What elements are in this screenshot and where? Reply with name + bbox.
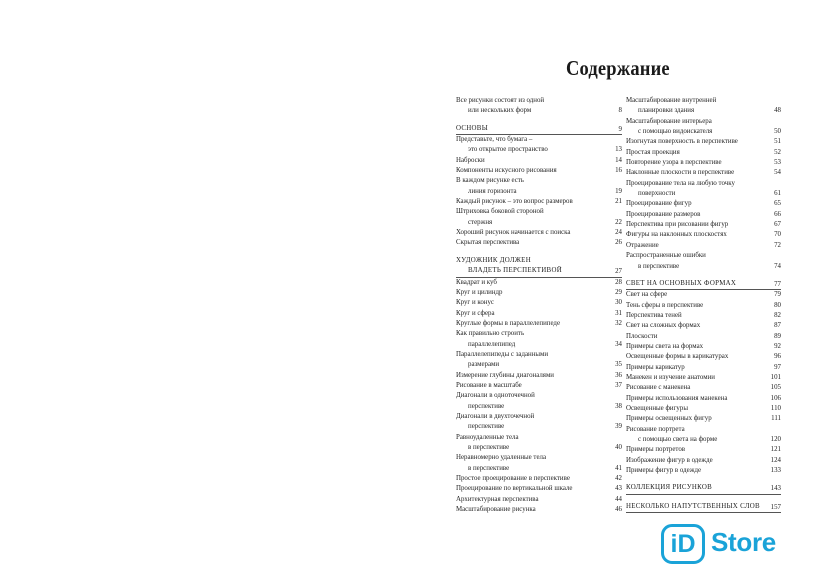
toc-page-number: 77 [774,280,781,288]
toc-entry-text: Тень сферы в перспективе [626,301,704,309]
toc-page-number: 35 [615,361,622,369]
toc-page-number: 80 [774,301,781,309]
section-gap [626,495,781,502]
toc-entry [456,433,622,454]
toc-page-number: 110 [770,404,781,412]
toc-entry-text: перспективе [468,423,505,431]
toc-entry-text: в перспективе [468,444,510,451]
toc-entry-text: Примеры использования манекена [626,394,728,402]
toc-entry-text: Перспектива теней [626,311,682,319]
toc-page-number: 31 [615,309,622,317]
toc-entry-text: ОСНОВЫ [456,124,622,135]
toc-entry-text: Диагонали в двухточечной [456,412,535,420]
toc-page-number: 61 [774,190,781,198]
toc-entry [626,425,781,446]
toc-page-number: 143 [770,485,781,493]
toc-entry-text: Неравномерно удаленные тела [456,454,546,462]
toc-entry-text: Скрытая перспектива [456,239,520,247]
toc-entry [626,414,781,424]
toc-entry-text: Архитектурная перспектива [456,495,539,503]
toc-entry-text: Изображение фигур в одежде [626,456,713,464]
toc-entry-text: Свет на сложных формах [626,322,701,330]
section-gap [456,249,622,256]
toc-page-number: 89 [774,332,781,340]
toc-entry-text: ВЛАДЕТЬ ПЕРСПЕКТИВОЙ [456,266,622,277]
toc-entry [626,332,781,342]
toc-entry-text: в перспективе [468,464,510,472]
toc-page-number: 92 [774,342,781,350]
toc-entry-text: или нескольких форм [468,107,532,115]
toc-entry [456,505,622,515]
toc-entry-text: Перспектива при рисовании фигур [626,221,729,229]
toc-entry [626,321,781,331]
toc-entry [626,342,781,352]
toc-page-number: 29 [615,288,622,296]
toc-page-number: 40 [615,444,622,451]
toc-entry [626,210,781,220]
toc-page-number: 54 [774,169,781,177]
toc-entry-text: это открытое пространство [468,146,548,154]
toc-entry [456,96,622,117]
toc-entry-text: Круг и сфера [456,309,495,317]
toc-entry [626,466,781,476]
toc-entry [626,373,781,383]
toc-entry [626,230,781,240]
toc-entry [626,117,781,138]
toc-entry [626,241,781,251]
toc-column-left [456,96,622,515]
toc-page-number: 70 [774,231,781,239]
toc-page-number: 43 [615,485,622,493]
toc-entry [626,148,781,158]
toc-entry-text: перспективе [468,402,505,410]
toc-entry [626,311,781,321]
toc-page-number: 121 [770,446,781,454]
section-gap [626,272,781,279]
toc-entry-text: Диагонали в одноточечной [456,392,535,400]
toc-entry-text: Круг и цилиндр [456,288,503,296]
toc-entry-text: Круг и конус [456,299,494,307]
toc-page-number: 13 [615,146,622,154]
toc-page-number: 79 [774,291,781,299]
toc-page-number: 37 [615,381,622,389]
toc-page-number: 19 [615,187,622,195]
toc-entry [626,220,781,230]
toc-entry-text: Примеры портретов [626,446,686,454]
toc-entry-text: Распространенные ошибки [626,252,706,260]
toc-page-number: 38 [615,402,622,410]
toc-page-number: 39 [615,423,622,431]
toc-entry [456,391,622,412]
toc-entry [626,179,781,200]
section-gap [456,117,622,124]
toc-page-number: 32 [615,319,622,327]
toc-page-number: 27 [615,268,622,276]
toc-entry-text: Масштабирование рисунка [456,506,536,514]
toc-entry-text: линия горизонта [468,187,517,195]
toc-entry [626,290,781,300]
section-gap [626,476,781,483]
toc-page-number: 9 [618,125,622,133]
toc-entry-text: Как правильно строить [456,330,525,338]
toc-entry-text: Наброски [456,156,485,164]
toc-entry-text: В каждом рисунке есть [456,177,524,185]
toc-page-number: 111 [771,415,781,423]
toc-entry [626,404,781,414]
toc-page-number: 48 [774,107,781,115]
toc-page-number: 26 [615,239,622,247]
toc-entry-text: Простое проецирование в перспективе [456,475,570,483]
toc-entry-text: Свет на сфере [626,291,668,299]
toc-page-number: 34 [615,340,622,348]
toc-page-number: 53 [774,159,781,167]
toc-page-number: 157 [770,503,781,511]
toc-page-number: 8 [618,107,622,115]
toc-entry-text: Проецирование фигур [626,200,692,208]
toc-page-number: 87 [774,322,781,330]
toc-page-number: 106 [770,394,781,402]
toc-entry-text: Равноудаленные тела [456,433,519,441]
toc-entry-text: Проецирование размеров [626,210,701,218]
toc-entry [626,96,781,117]
toc-entry [456,298,622,308]
toc-entry-text: параллелепипед [468,340,516,348]
toc-entry-text: Измерение глубины диагоналями [456,371,554,379]
toc-page-number: 44 [615,495,622,503]
toc-entry-text: с помощью видоискателя [638,128,713,136]
toc-page-number: 16 [615,167,622,175]
toc-entry [626,168,781,178]
toc-page-number: 51 [774,138,781,146]
toc-entry-text: Наклонные плоскости в перспективе [626,169,735,177]
toc-entry [456,228,622,238]
toc-entry-text: с помощью света на форме [638,436,718,443]
toc-entry [456,474,622,484]
toc-entry [456,278,622,288]
toc-entry-text: Рисование с манекена [626,384,691,392]
store-watermark [661,522,836,570]
toc-page-number: 36 [615,371,622,379]
toc-page-number: 124 [770,456,781,464]
toc-entry-text: Отражение [626,241,659,249]
toc-page-number: 97 [774,363,781,371]
toc-entry-text: Манекен и изучение анатомии [626,373,715,381]
toc-entry [456,176,622,197]
toc-entry-text: Примеры фигур в одежде [626,467,702,475]
toc-entry [456,371,622,381]
toc-page-number: 66 [774,210,781,218]
toc-entry [456,309,622,319]
toc-page-number: 72 [774,241,781,249]
toc-section-heading [456,256,622,278]
toc-entry-text: НЕСКОЛЬКО НАПУТСТВЕННЫХ СЛОВ [626,502,781,513]
toc-entry [626,363,781,373]
toc-page-number: 105 [770,384,781,392]
toc-entry-text: СВЕТ НА ОСНОВНЫХ ФОРМАХ [626,279,781,290]
toc-entry-text: Освещенные фигуры [626,404,688,412]
toc-entry-text: Круглые формы в параллелепипеде [456,319,560,327]
toc-entry-text: КОЛЛЕКЦИЯ РИСУНКОВ [626,483,781,494]
toc-entry [456,350,622,371]
toc-entry-text: поверхности [638,190,676,198]
brand-logo-mark: iD [670,529,696,558]
toc-entry-text: планировки здания [638,107,695,115]
toc-entry-text: Масштабирование внутренней [626,97,717,104]
toc-entry-text: Изогнутая поверхность в перспективе [626,138,738,146]
toc-entry-text: в перспективе [638,262,680,270]
toc-entry-text: Проецирование по вертикальной шкале [456,485,573,493]
toc-entry [456,288,622,298]
toc-section-heading [456,124,622,135]
toc-entry [626,445,781,455]
toc-page-number: 52 [774,148,781,156]
toc-page-number: 24 [615,229,622,237]
toc-entry [456,319,622,329]
toc-page-number: 21 [615,198,622,206]
toc-section-heading [626,279,781,290]
toc-page-number: 28 [615,278,622,286]
toc-page-number: 101 [770,373,781,381]
toc-entry-text: размерами [468,361,500,369]
toc-page-number: 42 [615,475,622,483]
toc-entry [626,158,781,168]
toc-entry-text: Хороший рисунок начинается с поиска [456,229,571,237]
toc-entry-text: Квадрат и куб [456,278,497,286]
toc-entry-text: Рисование портрета [626,425,685,433]
toc-entry [626,394,781,404]
toc-section-heading [626,502,781,513]
toc-entry-text: Проецирование тела на любую точку [626,179,735,187]
toc-entry [456,207,622,228]
toc-entry-text: Штриховка боковой стороной [456,208,544,216]
toc-entry-text: Компоненты искусного рисования [456,167,557,175]
toc-entry-text: Представьте, что бумага – [456,136,533,144]
toc-entry-text: Все рисунки состоят из одной [456,97,545,104]
toc-page-number: 65 [774,200,781,208]
toc-entry [456,381,622,391]
toc-page-number: 133 [770,467,781,475]
toc-entry-text: Масштабирование интерьера [626,117,712,125]
toc-entry [456,412,622,433]
toc-entry [456,238,622,248]
toc-entry [456,495,622,505]
toc-entry-text: Параллелепипеды с заданными [456,350,549,358]
toc-entry [456,135,622,156]
toc-entry [626,352,781,362]
toc-entry [626,456,781,466]
toc-entry-text: Рисование в масштабе [456,381,522,389]
toc-entry-text: Фигуры на наклонных плоскостях [626,231,727,239]
toc-page-number: 30 [615,299,622,307]
toc-entry-text: Повторение узора в перспективе [626,159,722,167]
toc-page-number: 74 [774,262,781,270]
page-title: Содержание [566,56,670,80]
toc-entry [626,137,781,147]
toc-entry [456,166,622,176]
toc-entry-text: Освещенные формы в карикатурах [626,353,729,361]
toc-entry-text: ХУДОЖНИК ДОЛЖЕН [456,256,531,264]
toc-entry-text: Примеры освещенных фигур [626,415,712,423]
toc-entry [456,453,622,474]
toc-page-number: 22 [615,218,622,226]
toc-entry [456,156,622,166]
toc-entry [626,383,781,393]
toc-entry [626,301,781,311]
toc-entry-text: стержня [468,218,493,226]
toc-entry-text: Примеры карикатур [626,363,685,371]
toc-page-number: 14 [615,156,622,164]
toc-entry-text: Плоскости [626,332,658,340]
toc-page-number: 96 [774,353,781,361]
brand-logo-box [661,524,705,564]
toc-page-number: 120 [770,436,781,443]
toc-section-heading [626,483,781,494]
toc-page-number: 50 [774,128,781,136]
toc-entry [626,251,781,272]
toc-page-number: 67 [774,221,781,229]
toc-page-number: 41 [615,464,622,472]
brand-logo-word: Store [711,527,776,557]
toc-entry [456,329,622,350]
toc-entry [626,199,781,209]
toc-entry-text: Простая проекция [626,148,680,156]
toc-page-number: 82 [774,311,781,319]
toc-page-number: 46 [615,506,622,514]
toc-entry [456,484,622,494]
toc-column-right [626,96,781,513]
toc-entry-text: Каждый рисунок – это вопрос размеров [456,198,573,206]
toc-entry-text: Примеры света на формах [626,342,704,350]
toc-entry [456,197,622,207]
